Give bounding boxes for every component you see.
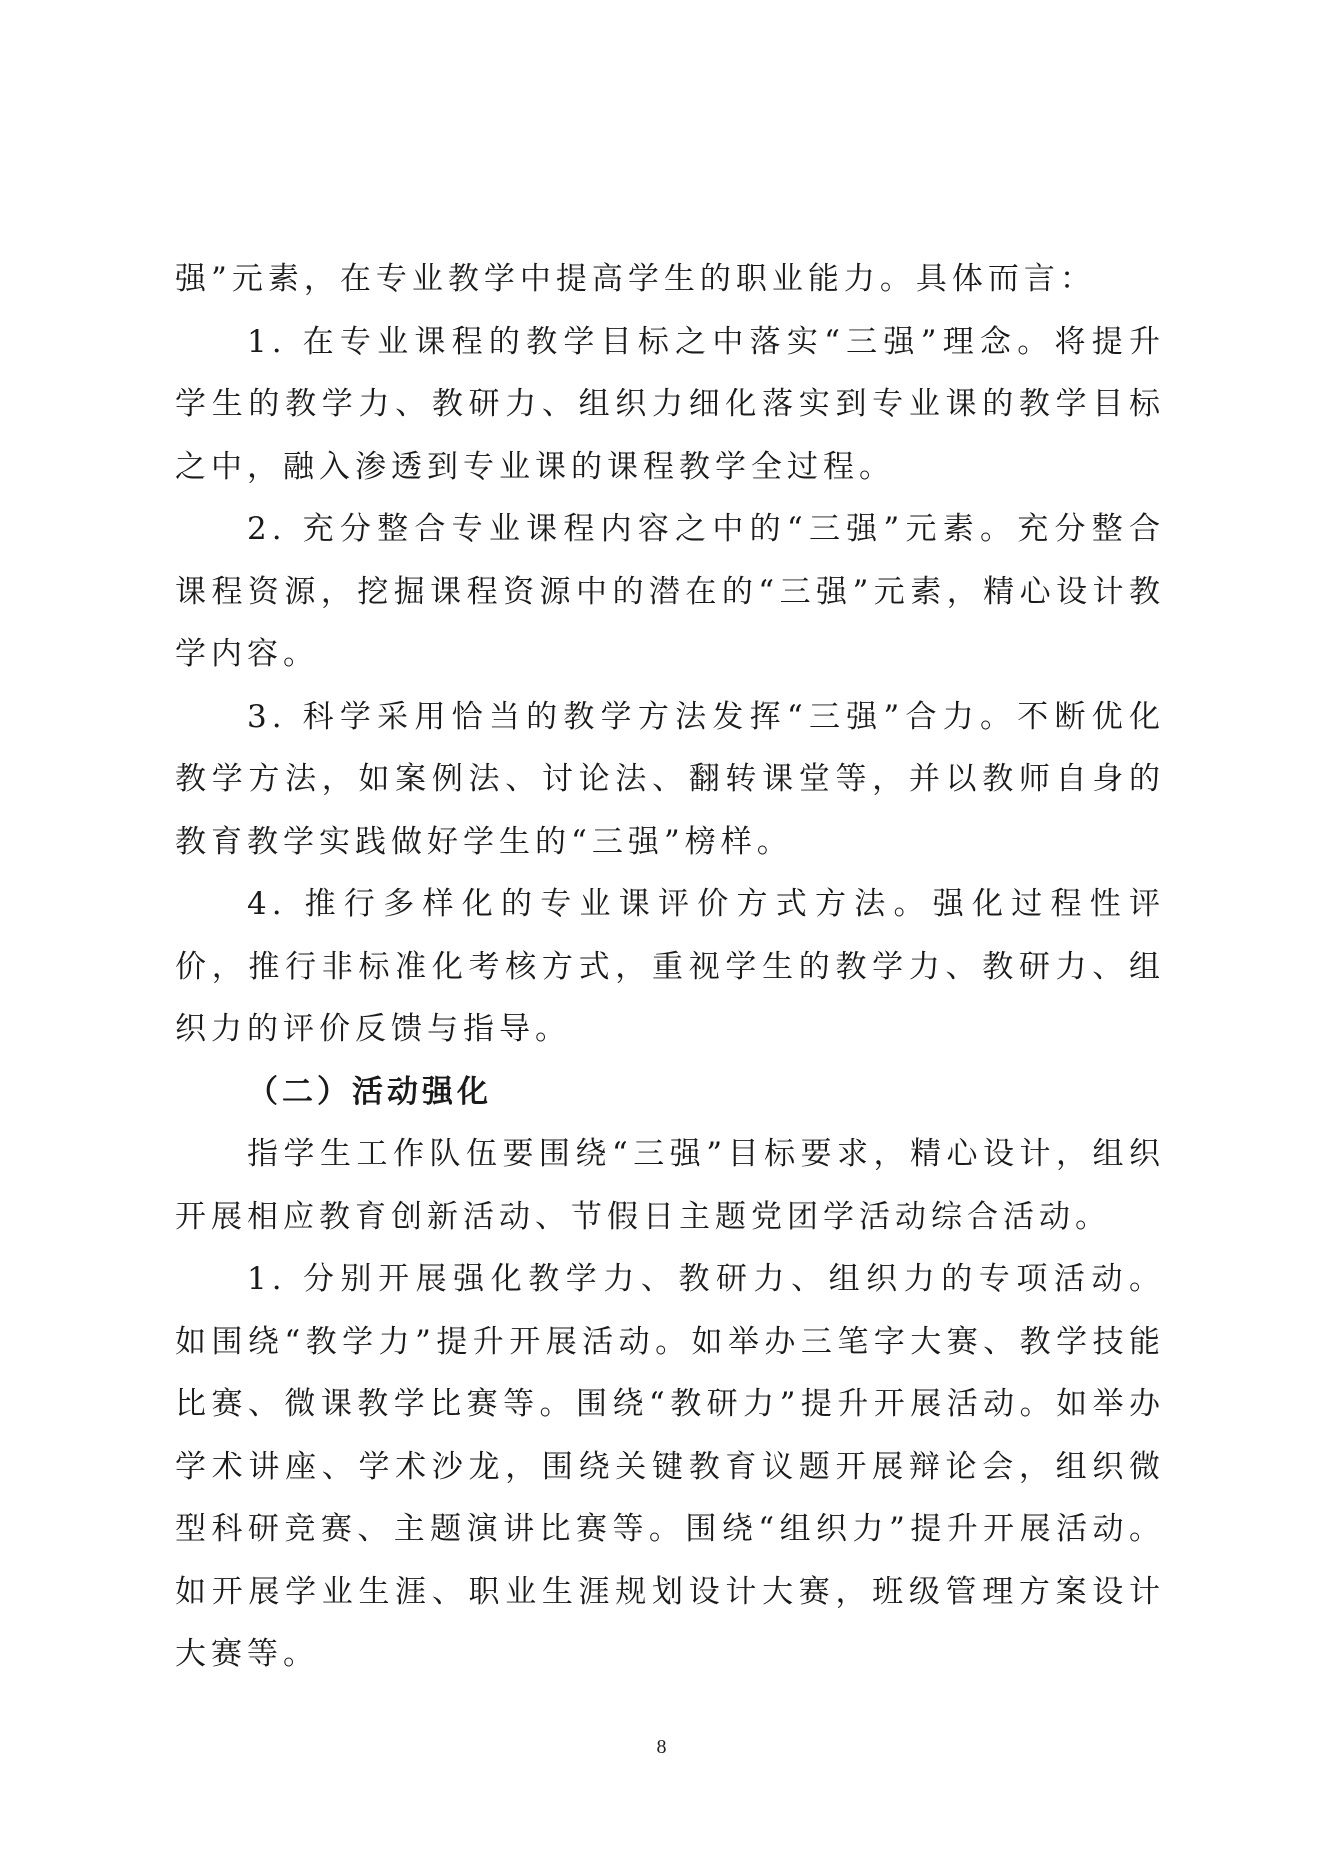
section-heading-activity: （二）活动强化	[247, 1073, 492, 1110]
document-body	[175, 248, 1165, 1686]
paragraph-activity-item-1: 1. 分别开展强化教学力、教研力、组织力的专项活动。如围绕“教学力”提升开展活动。如举办三笔字大赛、教学技能比赛、微课教学比赛等。围绕“教研力”提升开展活动。如举办学术讲座、学术沙龙，围绕关键教育议题开展辩论会，组织微型科研竞赛、主题演讲比赛等。围绕“组织力”提升开展活动。如开展学业生涯、职业生涯规划设计大赛，班级管理方案设计大赛等。	[175, 1261, 1165, 1672]
page-number: 8	[656, 1736, 667, 1758]
paragraph-item-3-methods: 3. 科学采用恰当的教学方法发挥“三强”合力。不断优化教学方法，如案例法、讨论法、翻转课堂等，并以教师自身的教育教学实践做好学生的“三强”榜样。	[175, 698, 1165, 860]
paragraph-item-4-evaluation: 4. 推行多样化的专业课评价方式方法。强化过程性评价，推行非标准化考核方式，重视学生的教学力、教研力、组织力的评价反馈与指导。	[175, 886, 1165, 1047]
paragraph-item-1-objectives: 1. 在专业课程的教学目标之中落实“三强”理念。将提升学生的教学力、教研力、组织力细化落实到专业课的教学目标之中，融入渗透到专业课的课程教学全过程。	[175, 323, 1165, 485]
paragraph-intro-continuation: 强”元素，在专业教学中提高学生的职业能力。具体而言：	[175, 261, 1096, 297]
paragraph-item-2-content: 2. 充分整合专业课程内容之中的“三强”元素。充分整合课程资源，挖掘课程资源中的潜在的“三强”元素，精心设计教学内容。	[175, 511, 1165, 672]
paragraph-activity-intro: 指学生工作队伍要围绕“三强”目标要求，精心设计，组织开展相应教育创新活动、节假日主题党团学活动综合活动。	[175, 1136, 1165, 1235]
